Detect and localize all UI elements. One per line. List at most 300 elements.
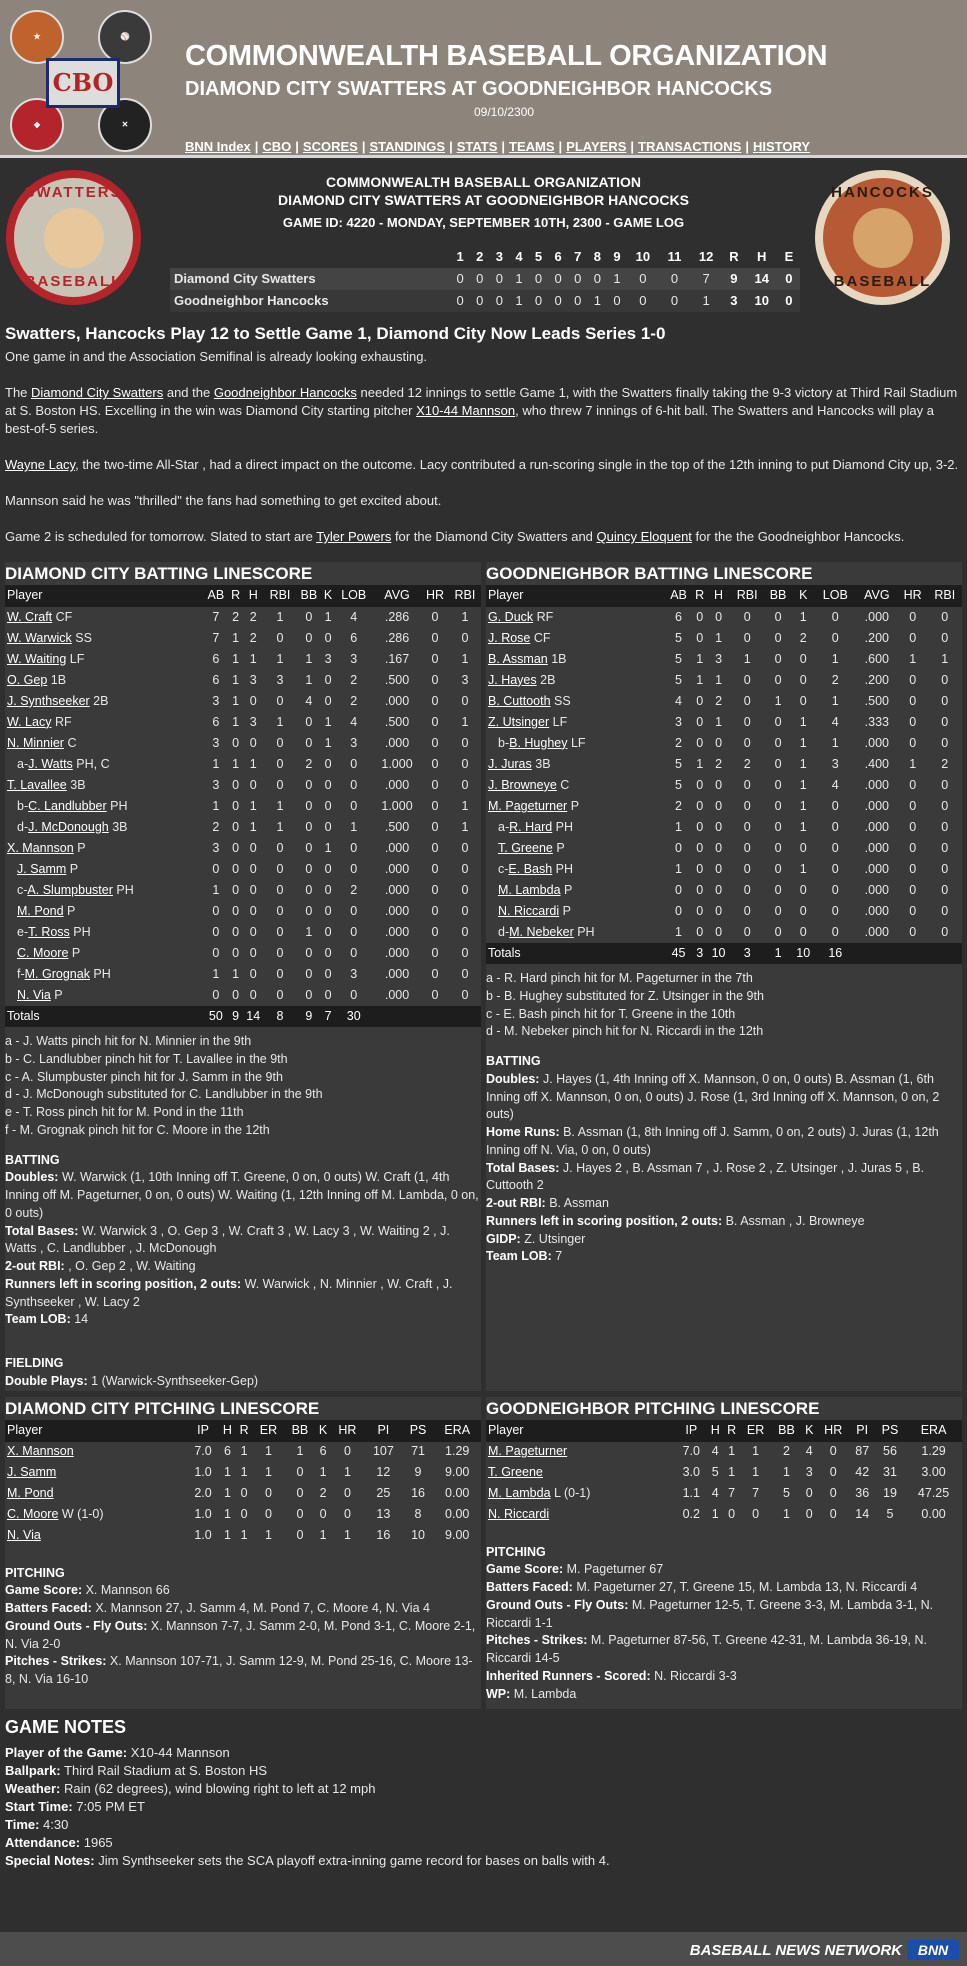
team-link[interactable]: Diamond City Swatters (31, 385, 164, 401)
stat-cell: 16 (411, 1486, 425, 1501)
stat-cell: 1 (240, 1444, 248, 1459)
note-value: B. Assman (1, 8th Inning off J. Samm, 0 on, 2 outs) J. Juras (1, 12th Inning off N. Via, 0 on, 0 outs) (486, 1125, 939, 1157)
player-link[interactable]: T. Greene (488, 1465, 543, 1480)
note-value: X10-44 Mannson (127, 1745, 230, 1761)
stat-cell: 0 (461, 903, 469, 918)
stat-cell: 1 (229, 964, 243, 985)
sub-note: b - C. Landlubber pinch hit for T. Lavallee in the 9th (5, 1051, 288, 1066)
position: 1B (547, 651, 567, 666)
stat-cell: 4 (711, 1444, 719, 1459)
position: 2B (89, 693, 109, 708)
stat-cell: 0 (909, 693, 917, 708)
stat-cell: 1.0 (187, 1505, 219, 1526)
note-value: Third Rail Stadium at S. Boston HS (60, 1763, 268, 1779)
stat-cell: 1 (792, 712, 815, 733)
inning-score: 7 (702, 271, 710, 287)
table-row (486, 880, 962, 901)
stat-cell: 1 (799, 861, 807, 876)
stat-cell: 3 (212, 735, 220, 750)
player-link[interactable]: Quincy Eloquent (596, 529, 692, 545)
inning-score: 0 (495, 271, 503, 287)
position: P (66, 861, 79, 876)
stat-cell: 1 (692, 670, 707, 691)
stat-cell: 1 (315, 1463, 330, 1484)
note-value: 7 (551, 1249, 563, 1264)
player-link[interactable]: W. Waiting (7, 651, 67, 666)
table-row (5, 796, 481, 817)
table-row (5, 838, 481, 859)
inning-score: 1 (702, 293, 710, 309)
player-link[interactable]: B. Cuttooth (488, 693, 551, 708)
stat-cell: 0 (730, 880, 764, 901)
stat-cell: 1 (243, 796, 264, 817)
stat-cell: 1 (203, 796, 229, 817)
player-link[interactable]: M. Pond (17, 903, 64, 918)
stat-cell: 0 (243, 880, 264, 901)
stat-cell: 1 (264, 796, 296, 817)
player-link[interactable]: C. Landlubber (28, 798, 107, 813)
note-label: 2-out RBI: (5, 1259, 65, 1274)
table-row (5, 922, 481, 943)
sub-note: f - M. Grognak pinch hit for C. Moore in the 12th (5, 1122, 270, 1137)
stat-cell: 0 (898, 922, 928, 943)
stat-cell: 3 (212, 777, 220, 792)
section-title: DIAMOND CITY PITCHING LINESCORE (5, 1398, 320, 1418)
stat-cell (898, 943, 928, 964)
stat-cell: 0 (315, 1505, 330, 1526)
stat-cell (373, 1006, 421, 1027)
position: PH (106, 798, 128, 813)
stat-cell: 0 (449, 964, 481, 985)
player-cell (5, 1484, 187, 1505)
player-link[interactable]: J. McDonough (28, 819, 109, 834)
player-cell (5, 817, 203, 838)
stat-cell: 0 (421, 922, 449, 943)
stat-cell: 3.0 (675, 1463, 707, 1484)
stat-cell: 0 (774, 861, 782, 876)
stat-cell: 1 (276, 609, 284, 624)
player-link[interactable]: G. Duck (488, 609, 534, 624)
sub-marker: c- (498, 861, 509, 876)
text: Game 2 is scheduled for tomorrow. Slated to start are (5, 529, 317, 545)
player-link[interactable]: J. Watts (28, 756, 73, 771)
stat-cell: 0 (324, 861, 332, 876)
stat-cell: 0 (743, 819, 751, 834)
inning-score: 0 (670, 271, 679, 287)
note-item (486, 1579, 962, 1597)
player-link[interactable]: Z. Utsinger (488, 714, 550, 729)
game-date: 09/10/2300 (474, 105, 535, 119)
stat-cell: 16 (376, 1528, 391, 1543)
sub-marker: d- (17, 819, 29, 834)
stat-cell: 0 (792, 922, 815, 943)
sub-marker: a- (498, 819, 510, 834)
table-row (5, 670, 481, 691)
player-cell (5, 733, 203, 754)
player-link[interactable]: T. Ross (28, 924, 70, 939)
pitching-table (486, 1420, 962, 1526)
stat-cell: 25 (376, 1486, 391, 1501)
stat-cell: 0 (276, 777, 284, 792)
stat-cell: 45 (665, 943, 692, 964)
nav-separator: | (449, 139, 453, 154)
stat-cell: 5 (675, 651, 682, 666)
stat-cell: 0 (941, 861, 949, 876)
stat-cell: 7 (752, 1486, 760, 1501)
column-header: AVG (373, 585, 421, 607)
player-link[interactable]: C. Moore (17, 945, 69, 960)
away-pitching (5, 1397, 481, 1710)
stat-cell: 0 (764, 754, 791, 775)
nav-link[interactable]: BNN Index (185, 139, 251, 154)
stat-cell: 0 (449, 922, 481, 943)
player-link[interactable]: T. Greene (498, 840, 553, 855)
stat-cell: 0 (764, 880, 791, 901)
stat-cell: 0 (421, 712, 449, 733)
stat-cell: 2 (335, 880, 373, 901)
network-name: BASEBALL NEWS NETWORK (689, 1942, 902, 1959)
player-link[interactable]: J. Rose (488, 630, 531, 645)
player-cell (5, 775, 203, 796)
table-row (5, 712, 481, 733)
stat-cell: 2 (243, 628, 264, 649)
stat-cell: 7 (203, 628, 229, 649)
stat-cell: 2 (675, 735, 682, 750)
position: C (556, 777, 570, 792)
stat-cell: 1.000 (373, 796, 421, 817)
stat-cell: 0 (249, 693, 257, 708)
inning-score: 10 (754, 293, 769, 309)
table-row (486, 754, 962, 775)
player-link[interactable]: B. Hughey (509, 735, 568, 750)
player-cell (5, 649, 203, 670)
stat-cell: 0 (831, 609, 839, 624)
note-label: Special Notes: (5, 1852, 95, 1868)
stat-cell: 0 (229, 838, 243, 859)
position: LF (66, 651, 85, 666)
player-cell (486, 922, 665, 943)
stat-cell: 0 (928, 712, 962, 733)
column-header: BB (764, 585, 791, 607)
note-item (5, 1373, 481, 1391)
team-logo-icon: ✕ (98, 98, 152, 152)
game-note (5, 1834, 962, 1852)
stat-cell: 1.0 (187, 1463, 219, 1484)
stat-cell: 14 (243, 1006, 264, 1027)
stat-cell: 31 (875, 1463, 905, 1484)
column-header: IP (187, 1420, 219, 1442)
stat-cell: 0 (829, 1486, 837, 1501)
stat-cell: 0 (421, 628, 449, 649)
stat-cell: 0 (276, 693, 284, 708)
notes-heading: PITCHING (5, 1565, 65, 1580)
stat-cell: 0 (343, 1444, 351, 1459)
stat-cell: .167 (384, 651, 410, 666)
stat-cell: 9 (296, 1006, 322, 1027)
inning-header: 8 (593, 249, 601, 265)
footer (0, 1932, 967, 1966)
stat-cell: .286 (373, 628, 421, 649)
player-cell (5, 838, 203, 859)
stat-cell: .333 (856, 712, 898, 733)
stat-cell: 2 (928, 754, 962, 775)
nav-link[interactable]: TRANSACTIONS (638, 139, 742, 154)
note-item (5, 1600, 481, 1618)
stat-cell: 0 (909, 903, 917, 918)
inning-header: 6 (554, 249, 562, 265)
stat-cell: Totals (5, 1006, 203, 1027)
player-cell (5, 880, 203, 901)
stat-cell: 3 (335, 964, 373, 985)
game-note (5, 1852, 962, 1870)
stat-cell: 1 (229, 754, 243, 775)
stat-cell: 1 (831, 651, 839, 666)
column-header: AB (665, 585, 692, 607)
player-link[interactable]: M. Lambda (488, 1486, 551, 1501)
player-link[interactable]: N. Via (17, 987, 51, 1002)
position: P (63, 903, 76, 918)
game-note (5, 1762, 962, 1780)
player-link[interactable]: Tyler Powers (316, 529, 392, 545)
stat-cell: 1 (324, 735, 332, 750)
nav-link[interactable]: HISTORY (752, 139, 811, 154)
stat-cell: 6 (223, 1444, 231, 1459)
player-link[interactable]: E. Bash (508, 861, 553, 876)
player-link[interactable]: T. Lavallee (7, 777, 67, 792)
table-row (486, 1484, 962, 1505)
player-link[interactable]: J. Hayes (488, 672, 537, 687)
inning-score: 0 (613, 293, 621, 309)
column-header: Player (486, 1420, 675, 1442)
player-link[interactable]: M. Pageturner (488, 1444, 568, 1459)
player-link[interactable]: M. Pond (7, 1486, 54, 1501)
player-link[interactable]: W. Warwick (7, 630, 72, 645)
note-value: M. Pageturner 67 (563, 1562, 664, 1577)
section-title: GOODNEIGHBOR PITCHING LINESCORE (486, 1398, 820, 1418)
text: The (5, 385, 32, 401)
stat-cell: 2 (212, 819, 220, 834)
player-link[interactable]: J. Synthseeker (7, 693, 90, 708)
stat-cell: .500 (373, 712, 421, 733)
player-cell (5, 796, 203, 817)
stat-cell: 107 (372, 1444, 394, 1459)
player-link[interactable]: X. Mannson (7, 1444, 74, 1459)
inning-header: 3 (495, 249, 503, 265)
page-subtitle: DIAMOND CITY SWATTERS AT GOODNEIGHBOR HANCOCKS (185, 78, 773, 100)
stat-cell: 0 (461, 945, 469, 960)
inning-score: 0 (593, 271, 601, 287)
home-pitching (486, 1397, 962, 1710)
stat-cell: 1 (461, 651, 469, 666)
player-link[interactable]: X. Mannson (7, 840, 74, 855)
stat-cell: 0 (232, 945, 240, 960)
note-item (5, 1653, 481, 1689)
player-link[interactable]: N. Minnier (7, 735, 64, 750)
player-link[interactable]: N. Via (7, 1528, 41, 1543)
nav-link[interactable]: SCORES (302, 139, 358, 154)
inning-score: 0 (639, 293, 647, 309)
nav-separator: | (295, 139, 299, 154)
game-note (5, 1744, 962, 1762)
stat-cell: 0 (229, 880, 243, 901)
page-title: COMMONWEALTH BASEBALL ORGANIZATION (185, 40, 828, 72)
note-label: Doubles: (486, 1071, 540, 1086)
stat-cell: 1 (203, 880, 229, 901)
stat-cell: 2 (665, 796, 692, 817)
stat-cell: 1 (898, 754, 928, 775)
player-link[interactable]: J. Samm (17, 861, 67, 876)
inning-header: 10 (635, 249, 651, 265)
player-link[interactable]: A. Slumpbuster (27, 882, 113, 897)
stat-cell: 0 (831, 861, 839, 876)
team-link[interactable]: Goodneighbor Hancocks (213, 385, 357, 401)
note-label: Team LOB: (5, 1312, 71, 1327)
player-cell (5, 1526, 187, 1547)
column-header: AB (203, 585, 229, 607)
stat-cell: 6 (203, 712, 229, 733)
nav-separator: | (558, 139, 563, 154)
stat-cell: 0 (322, 964, 335, 985)
stat-cell: .000 (864, 861, 890, 876)
stat-cell: 0 (276, 945, 284, 960)
stat-cell: 0 (829, 1444, 837, 1459)
stat-cell: 12 (364, 1463, 403, 1484)
stat-cell: 0 (449, 838, 481, 859)
player-cell (486, 859, 665, 880)
stat-cell: 0 (815, 922, 856, 943)
column-header: BB (771, 1420, 801, 1442)
player-link[interactable]: X10-44 Mannson (416, 403, 516, 419)
player-cell (486, 775, 665, 796)
stat-cell: 1 (675, 819, 682, 834)
player-cell (486, 628, 665, 649)
note-label: Ground Outs - Fly Outs: (5, 1618, 148, 1633)
nav-link[interactable]: PLAYERS (566, 139, 627, 154)
stat-cell: 7 (728, 1486, 736, 1501)
player-cell (486, 796, 665, 817)
stat-cell: 0 (421, 880, 449, 901)
player-link[interactable]: J. Juras (488, 756, 532, 771)
stat-cell: 0 (335, 754, 373, 775)
column-header: PI (364, 1420, 403, 1442)
stat-cell: 1 (692, 754, 707, 775)
position: PH, C (72, 756, 110, 771)
player-link[interactable]: M. Lambda (498, 882, 561, 897)
player-cell (486, 1505, 675, 1526)
player-link[interactable]: C. Moore (7, 1507, 59, 1522)
stat-cell: 2 (783, 1444, 790, 1459)
stat-cell: 1 (752, 1444, 760, 1459)
text: , the two-time All-Star , had a direct impact on the outcome. Lacy contributed a run-scoring single in the top of the 12th inning to put Diamond City up, 3-2. (75, 457, 959, 473)
stat-cell: 0 (296, 1528, 304, 1543)
stat-cell: 0 (276, 987, 284, 1002)
player-link[interactable]: M. Grognak (24, 966, 90, 981)
inning-header: 5 (534, 249, 543, 265)
position: P (73, 840, 86, 855)
stat-cell: 0 (723, 1505, 739, 1526)
player-link[interactable]: Wayne Lacy (5, 457, 76, 473)
player-cell (486, 1442, 675, 1463)
stat-cell: 0 (331, 1505, 364, 1526)
stat-cell: 1 (229, 670, 243, 691)
column-header: K (792, 585, 815, 607)
player-link[interactable]: J. Samm (7, 1465, 57, 1480)
sub-note: d - M. Nebeker pinch hit for N. Riccardi in the 12th (486, 1024, 764, 1039)
nav-link[interactable]: TEAMS (509, 139, 555, 154)
player-link[interactable]: M. Pageturner (488, 798, 568, 813)
stat-cell: 0 (941, 777, 949, 792)
player-link[interactable]: N. Riccardi (488, 1507, 550, 1522)
stat-cell: .000 (384, 987, 410, 1002)
stat-cell: 0 (928, 796, 962, 817)
table-row (486, 670, 962, 691)
player-link[interactable]: B. Assman (488, 651, 548, 666)
column-header: PS (403, 1420, 434, 1442)
player-link[interactable]: J. Browneye (488, 777, 557, 792)
column-header: Player (5, 1420, 187, 1442)
note-label: Runners left in scoring position, 2 outs: (486, 1213, 723, 1228)
stat-cell: 1.29 (921, 1444, 946, 1459)
sub-marker: d- (498, 924, 510, 939)
player-link[interactable]: M. Nebeker (509, 924, 574, 939)
nav-link[interactable]: CBO (262, 139, 292, 154)
stat-cell: 0 (322, 754, 335, 775)
player-cell (486, 838, 665, 859)
table-row (5, 607, 481, 628)
stat-cell: 0 (243, 964, 264, 985)
table-row (5, 691, 481, 712)
stat-cell: .000 (373, 922, 421, 943)
note-item (486, 1231, 962, 1249)
note-value: B. Assman , J. Browneye (722, 1213, 865, 1228)
player-link[interactable]: W. Lacy (7, 714, 52, 729)
stat-cell: 0 (799, 693, 807, 708)
stat-cell: 0 (236, 1505, 253, 1526)
note-label: Batters Faced: (486, 1580, 573, 1595)
stat-cell: 0 (232, 735, 240, 750)
stat-cell: 1 (276, 651, 284, 666)
player-link[interactable]: O. Gep (7, 672, 48, 687)
stat-cell: 1 (232, 693, 240, 708)
position: 3B (108, 819, 128, 834)
table-row (5, 943, 481, 964)
stat-cell: .286 (384, 609, 410, 624)
player-cell (486, 1463, 675, 1484)
stat-cell: 1 (265, 1444, 272, 1459)
stat-cell: 0 (941, 735, 949, 750)
note-value: X. Mannson 27, J. Samm 4, M. Pond 7, C. Moore 4, N. Via 4 (91, 1601, 430, 1616)
stat-cell: .000 (864, 819, 890, 834)
player-link[interactable]: N. Riccardi (498, 903, 560, 918)
stat-cell: 10 (707, 943, 730, 964)
stat-cell: 0 (461, 777, 469, 792)
stat-cell: 0 (941, 819, 949, 834)
player-link[interactable]: W. Craft (7, 609, 53, 624)
nav-link[interactable]: STANDINGS (369, 139, 446, 154)
stat-cell: 0 (928, 628, 962, 649)
player-link[interactable]: R. Hard (509, 819, 553, 834)
nav-link[interactable]: STATS (456, 139, 498, 154)
position: CF (52, 609, 73, 624)
stat-cell: 0 (707, 796, 730, 817)
stat-cell: 0 (343, 1486, 351, 1501)
table-row (486, 691, 962, 712)
note-label: Total Bases: (5, 1223, 79, 1238)
note-value: Rain (62 degrees), wind blowing right to left at 12 mph (60, 1780, 376, 1796)
stat-cell: 1 (223, 1486, 231, 1501)
stat-cell: 5 (665, 754, 692, 775)
column-header: RBI (928, 585, 962, 607)
